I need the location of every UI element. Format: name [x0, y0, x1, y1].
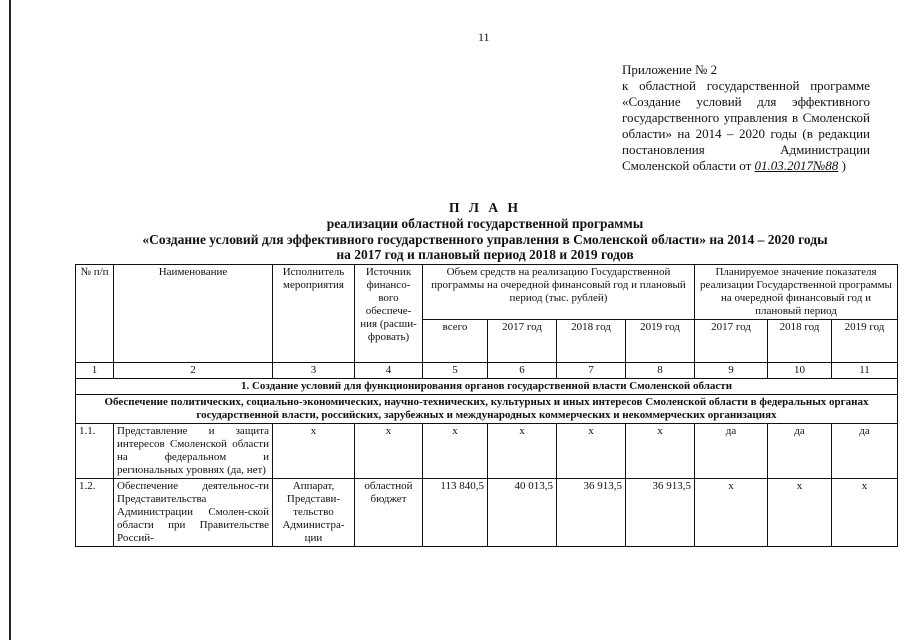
handwritten-date-number: 01.03.2017№88	[754, 158, 839, 173]
row-indicator-2019: х	[832, 479, 898, 547]
header-volume-group: Объем средств на реализацию Государственной программы на очередной финансовый год и плановый период (тыс. рублей)	[423, 265, 695, 320]
plan-table	[75, 264, 898, 547]
header-2017: 2017 год	[488, 320, 557, 363]
column-number: 11	[832, 363, 898, 379]
table-row	[76, 479, 898, 547]
column-number: 5	[423, 363, 488, 379]
row-2018: 36 913,5	[557, 479, 626, 547]
header-num: № п/п	[76, 265, 114, 363]
row-2019: 36 913,5	[626, 479, 695, 547]
column-number: 10	[768, 363, 832, 379]
appendix-body: к областной государственной программе «Создание условий для эффективного государственного управления в Смоленской области» на 2014 – 2020 годы (в редакции постановления Администрации	[622, 78, 870, 157]
row-executor: х	[273, 424, 355, 479]
row-2019: х	[626, 424, 695, 479]
plan-title: П Л А Н	[449, 200, 521, 215]
column-number: 1	[76, 363, 114, 379]
row-name: Представление и защита интересов Смоленской области на федеральном и региональных уровнях (да, нет)	[114, 424, 273, 479]
header-indicator-2017: 2017 год	[695, 320, 768, 363]
row-executor: Аппарат, Представи-тельство Администра-ции	[273, 479, 355, 547]
appendix-closing-paren: )	[841, 158, 846, 173]
page-number: 11	[478, 30, 490, 44]
row-num: 1.1.	[76, 424, 114, 479]
program-name: «Создание условий для эффективного государственного управления в Смоленской области» на 2014 – 2020 годы	[142, 232, 828, 247]
column-number: 2	[114, 363, 273, 379]
appendix-date-prefix: Смоленской области от	[622, 158, 752, 173]
row-indicator-2018: х	[768, 479, 832, 547]
appendix-last-line	[622, 158, 870, 174]
row-indicator-2017: х	[695, 479, 768, 547]
column-number: 7	[557, 363, 626, 379]
header-2018: 2018 год	[557, 320, 626, 363]
column-number: 6	[488, 363, 557, 379]
plan-subtitle: реализации областной государственной программы	[326, 216, 644, 231]
column-number: 4	[355, 363, 423, 379]
row-source: областной бюджет	[355, 479, 423, 547]
column-number: 3	[273, 363, 355, 379]
header-total: всего	[423, 320, 488, 363]
section-title: 1. Создание условий для функционирования органов государственной власти Смоленской области	[76, 379, 898, 395]
row-indicator-2017: да	[695, 424, 768, 479]
row-total: 113 840,5	[423, 479, 488, 547]
section-row	[76, 379, 898, 395]
column-number: 9	[695, 363, 768, 379]
header-name: Наименование	[114, 265, 273, 363]
column-number-row	[76, 363, 898, 379]
row-2017: 40 013,5	[488, 479, 557, 547]
row-name: Обеспечение деятельнос-ти Представительства Администрации Смолен-ской области при Правительстве Россий-	[114, 479, 273, 547]
row-2018: х	[557, 424, 626, 479]
header-source: Источник финансо-вого обеспече-ния (расши-фровать)	[355, 265, 423, 363]
appendix-title: Приложение № 2	[622, 62, 718, 77]
row-indicator-2019: да	[832, 424, 898, 479]
row-num: 1.2.	[76, 479, 114, 547]
row-total: х	[423, 424, 488, 479]
header-indicator-group: Планируемое значение показателя реализации Государственной программы на очередной финансовый год и плановый период	[695, 265, 898, 320]
row-source: х	[355, 424, 423, 479]
row-indicator-2018: да	[768, 424, 832, 479]
page-edge	[9, 0, 11, 640]
header-2019: 2019 год	[626, 320, 695, 363]
header-indicator-2018: 2018 год	[768, 320, 832, 363]
row-2017: х	[488, 424, 557, 479]
plan-period: на 2017 год и плановый период 2018 и 2019 годов	[336, 247, 634, 262]
table-row	[76, 424, 898, 479]
appendix-block	[622, 62, 870, 174]
goal-text: Обеспечение политических, социально-экономических, научно-технических, культурных и иных интересов Смоленской области в федеральных органах государственной власти, российских, зарубежных и международных коммерческих и некоммерческих организациях	[76, 395, 898, 424]
column-number: 8	[626, 363, 695, 379]
goal-row	[76, 395, 898, 424]
header-executor: Исполнитель мероприятия	[273, 265, 355, 363]
table-header-row	[76, 265, 898, 320]
header-indicator-2019: 2019 год	[832, 320, 898, 363]
